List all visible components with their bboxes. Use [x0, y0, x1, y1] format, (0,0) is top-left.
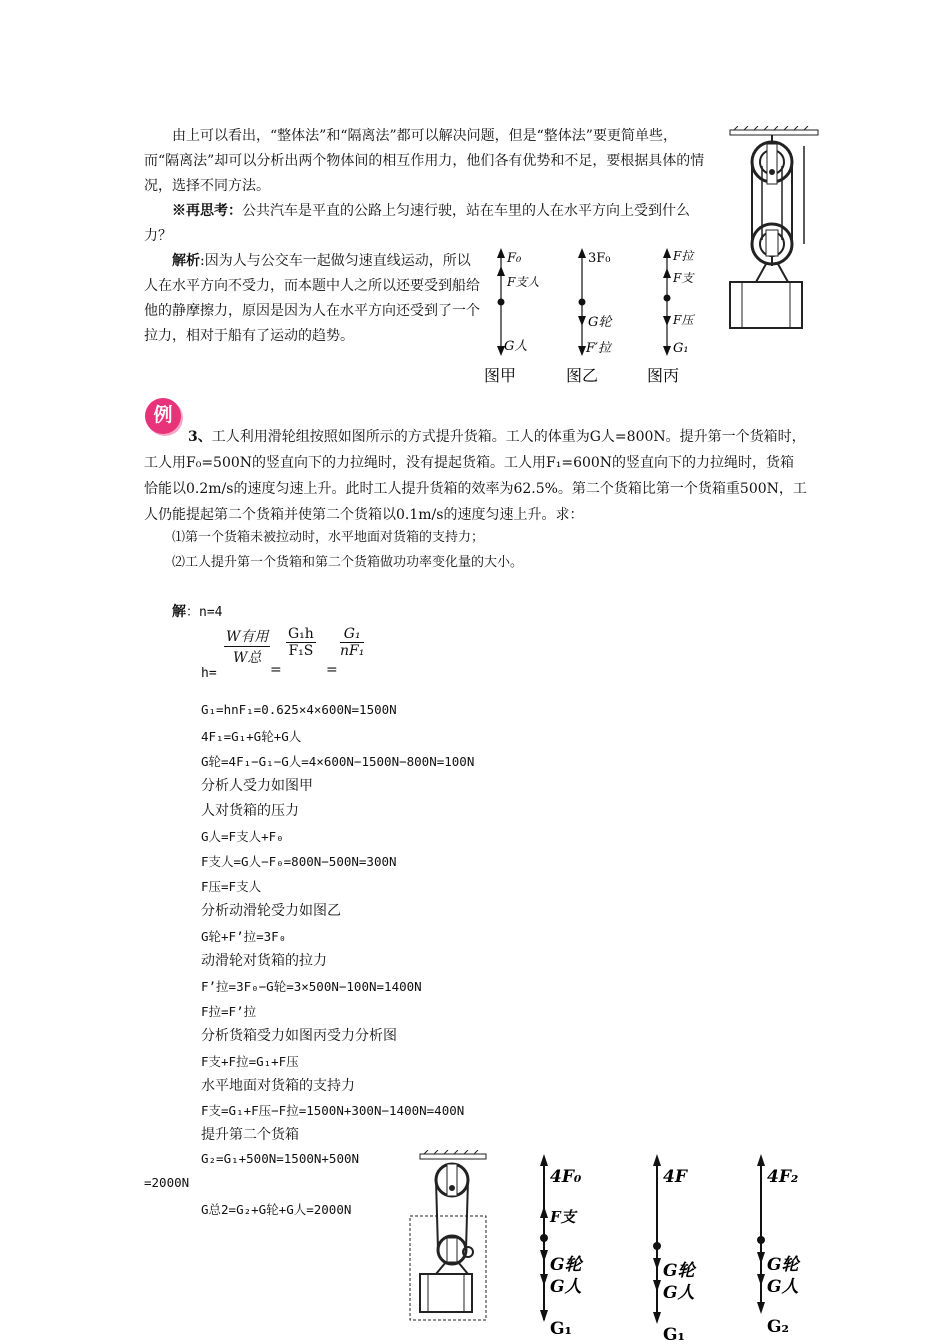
bing-caption: 图丙: [647, 366, 680, 385]
force-diagrams-bottom: [530, 1150, 820, 1344]
eta-label: h=: [201, 666, 217, 681]
b3-top1: 4F₂: [767, 1167, 799, 1187]
solution-line: G人=F支人+F₀: [201, 829, 284, 844]
solution-line: 人对货箱的压力: [201, 803, 299, 819]
frac2-num: G₁h: [288, 626, 314, 642]
b1-top1: 4F₀: [550, 1167, 582, 1187]
frac1-den: W总: [233, 650, 262, 666]
solution-line: F压=F支人: [201, 879, 262, 894]
bing-bottom1: F压: [673, 313, 694, 327]
solution-line: G₂=G₁+500N=1500N+500N: [201, 1151, 360, 1166]
b2-top1: 4F: [663, 1167, 687, 1187]
solution-line: 分析动滑轮受力如图乙: [201, 903, 341, 919]
b1-top2: F支: [550, 1208, 576, 1226]
b1-b2: G人: [550, 1277, 582, 1297]
jia-top1: F₀: [507, 251, 522, 266]
yi-top1: 3F₀: [588, 251, 611, 266]
solution-line: 4F₁=G₁+G轮+G人: [201, 729, 302, 744]
jia-caption: 图甲: [484, 366, 517, 385]
bing-bottom2: G₁: [673, 341, 689, 356]
b1-b1: G轮: [550, 1255, 582, 1275]
rethink-paragraph: [144, 199, 706, 249]
b1-b3: G₁: [550, 1319, 572, 1339]
force-diagram-bottom-3: [757, 1154, 801, 1337]
force-diagrams-top: [484, 244, 714, 390]
solution-header: [172, 601, 222, 621]
b3-b2: G人: [767, 1277, 799, 1297]
solution-line: 动滑轮对货箱的拉力: [201, 953, 327, 969]
frac1-num: W有用: [224, 626, 270, 647]
solution-line: F拉=F’拉: [201, 1004, 257, 1019]
rethink-label: ※再思考：: [172, 203, 242, 219]
frac2-den: F₁S: [288, 643, 314, 659]
solution-line: G轮+F’拉=3F₀: [201, 929, 287, 944]
fraction-1: [224, 626, 270, 667]
b2-b3: G₁: [663, 1325, 685, 1344]
solution-line: 水平地面对货箱的支持力: [201, 1078, 355, 1094]
force-diagram-bottom-1: [540, 1154, 584, 1339]
yi-bottom2: F′拉: [586, 341, 611, 356]
example-text: [144, 424, 808, 528]
fraction-2: [286, 626, 316, 659]
solution-line: 分析货箱受力如图丙受力分析图: [201, 1028, 397, 1044]
jia-top2: F支人: [507, 275, 540, 289]
example-body: 工人利用滑轮组按照如图所示的方式提升货箱。工人的体重为G人=800N。提升第一个货箱时，工人用F₀=500N的竖直向下的力拉绳时，没有提起货箱。工人用F₁=600N的竖直向下的力拉绳时，货箱恰能以0.2m/s的速度匀速上升。此时工人提升货箱的效率为62.5%。第二个货箱比第一个货箱重500N，工人仍能提起第二个货箱并使第二个货箱以0.1m/s的速度匀速上升。求：: [144, 429, 807, 523]
example-badge: 例: [145, 398, 181, 434]
fraction-3: [340, 626, 364, 659]
b2-b2: G人: [663, 1283, 695, 1303]
b2-b1: G轮: [663, 1261, 695, 1281]
solution-line-wrap: =2000N: [144, 1175, 190, 1190]
solution-line: 分析人受力如图甲: [201, 778, 313, 794]
solution-line-last: G总2=G₂+G轮+G人=2000N: [201, 1202, 352, 1217]
force-diagram-yi: [566, 248, 613, 385]
solution-line: F’拉=3F₀−G轮=3×500N−100N=1400N: [201, 979, 422, 994]
question-1: ⑴第一个货箱未被拉动时，水平地面对货箱的支持力；: [172, 530, 485, 545]
frac3-num: G₁: [340, 626, 364, 643]
eq-1: =: [270, 662, 282, 678]
pulley-diagram-top: [726, 126, 822, 332]
analysis-paragraph: [144, 249, 484, 349]
solution-label: 解: [172, 604, 186, 620]
analysis-label: 解析: [172, 253, 200, 269]
analysis-text: :因为人与公交车一起做匀速直线运动，所以人在水平方向不受力，而本题中人之所以还要受到船给他的静摩擦力，原因是因为人在水平方向还受到了一个拉力，相对于船有了运动的趋势。: [144, 253, 480, 344]
solution-line: F支+F拉=G₁+F压: [201, 1054, 299, 1069]
b3-b1: G轮: [767, 1255, 799, 1275]
jia-bottom: G人: [504, 339, 528, 354]
solution-line: F支人=G人−F₀=800N−500N=300N: [201, 854, 397, 869]
yi-caption: 图乙: [566, 366, 599, 385]
rethink-text: 公共汽车是平直的公路上匀速行驶，站在车里的人在水平方向上受到什么力？: [144, 203, 690, 244]
bing-top2: F支: [673, 271, 694, 285]
example-number: 3、: [188, 429, 212, 445]
intro-paragraph: 由上可以看出，“整体法”和“隔离法”都可以解决问题，但是“整体法”要更简单些，而“隔离法”却可以分析出两个物体间的相互作用力，他们各有优势和不足，要根据具体的情况，选择不同方法。: [144, 128, 705, 194]
pulley-diagram-bottom: [406, 1150, 490, 1322]
b3-b3: G₂: [767, 1317, 789, 1337]
force-diagram-jia: [484, 248, 539, 385]
solution-line: F支=G₁+F压−F拉=1500N+300N−1400N=400N: [201, 1103, 465, 1118]
force-diagram-bing: [647, 248, 695, 385]
force-diagram-bottom-2: [653, 1154, 697, 1344]
solution-line: G₁=hnF₁=0.625×4×600N=1500N: [201, 702, 397, 717]
bing-top1: F拉: [673, 249, 694, 263]
frac3-den: nF₁: [340, 643, 365, 659]
eq-2: =: [326, 662, 338, 678]
yi-bottom1: G轮: [588, 315, 612, 330]
solution-n: ：n=4: [186, 605, 223, 620]
solution-line: 提升第二个货箱: [201, 1127, 299, 1143]
question-2: ⑵工人提升第一个货箱和第二个货箱做功功率变化量的大小。: [172, 555, 524, 570]
solution-line: G轮=4F₁−G₁−G人=4×600N−1500N−800N=100N: [201, 754, 475, 769]
